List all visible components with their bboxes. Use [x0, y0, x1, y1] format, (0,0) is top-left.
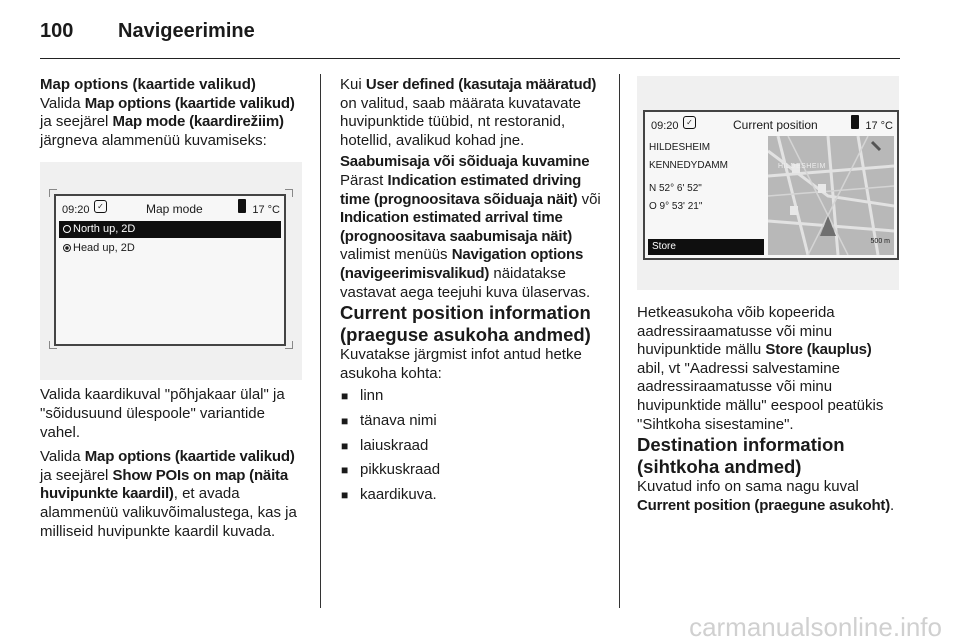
- menu-term: Map options (kaartide valikud): [84, 94, 295, 112]
- city-name: HILDESHEIM: [649, 142, 711, 153]
- watermark: carmanualsonline.info: [689, 612, 942, 642]
- map-mode-screen-figure: [40, 162, 302, 380]
- text: Kuvatud info on sama nagu kuval: [637, 478, 859, 496]
- clock-icon: ✓: [683, 116, 696, 129]
- paragraph: Valida kaardikuval "põhjakaar ülal" ja "sõidusuund ülespoole" variantide vahel.: [40, 386, 285, 441]
- option-north-up[interactable]: [59, 221, 281, 238]
- section-heading-current-position: Current position information (praeguse asukoha andmed): [340, 302, 591, 346]
- option-head-up[interactable]: [59, 240, 281, 257]
- menu-term: Navigation options (navigeerimisvalikud): [340, 246, 584, 282]
- display-screen: [54, 194, 286, 346]
- menu-term: Show POIs on map (näita huvipunkte kaardil): [40, 466, 288, 503]
- phone-icon: [238, 199, 246, 213]
- paragraph: [340, 153, 606, 302]
- text: näidatakse vastavat aega teejuhi kuva ülaservas.: [340, 264, 591, 301]
- header-rule: [40, 58, 900, 59]
- section-heading-destination: Destination information (sihtkoha andmed): [637, 434, 845, 478]
- list-item: ■ kaardikuva.: [340, 486, 606, 505]
- text: Pärast: [340, 171, 388, 189]
- store-button[interactable]: Store: [648, 239, 764, 255]
- column-1: [40, 76, 306, 541]
- screen-title: Map mode: [146, 202, 203, 217]
- text: valimist menüüs: [340, 246, 452, 264]
- text: Valida: [40, 94, 85, 112]
- radio-selected-icon: [63, 244, 71, 252]
- longitude: O 9° 53' 21": [649, 201, 703, 212]
- text: või: [577, 190, 601, 208]
- section-heading-map-options: Map options (kaartide valikud): [40, 76, 256, 93]
- text: Kui: [340, 76, 366, 93]
- clock-time: 09:20: [62, 204, 90, 217]
- text: Hetkeasukoha võib kopeerida aadressiraamatusse või minu huvipunktide mällu: [637, 304, 835, 359]
- paragraph: [40, 95, 306, 151]
- text: Valida: [40, 448, 85, 466]
- paragraph: [340, 76, 606, 150]
- map-scale: 500 m: [870, 238, 890, 246]
- text: ja seejärel: [40, 113, 113, 131]
- menu-term: Indication estimated driving time (prognoositava sõiduaja näit): [340, 171, 582, 208]
- radio-icon: [63, 225, 71, 233]
- page-title: Navigeerimine: [118, 20, 255, 42]
- text: .: [890, 496, 895, 514]
- menu-term: Indication estimated arrival time (prognoositava saabumisaja näit): [340, 209, 572, 245]
- column-divider-left: [320, 74, 321, 608]
- paragraph: [637, 304, 901, 434]
- text: , et avada alammenüü valikuvõimalustega, kas ja milliseid huvipunkte kaardil kuvada.: [40, 485, 297, 540]
- screen-title: Current position: [733, 118, 818, 132]
- phone-icon: [851, 115, 859, 129]
- text: ja seejärel: [40, 466, 113, 484]
- option-label: Head up, 2D: [73, 242, 135, 255]
- column-2: [340, 76, 606, 510]
- menu-term: User defined (kasutaja määratud): [365, 76, 597, 93]
- page-number: 100: [40, 20, 74, 42]
- subheading: Saabumisaja või sõiduaja kuvamine: [340, 153, 590, 171]
- street-name: KENNEDYDAMM: [649, 160, 728, 171]
- column-divider-right: [619, 74, 620, 608]
- list-item: ■ linn: [340, 387, 606, 406]
- display-screen: [643, 110, 899, 260]
- status-bar: [56, 196, 284, 218]
- clock-icon: ✓: [94, 200, 107, 213]
- menu-term: Map mode (kaardirežiim): [112, 113, 284, 131]
- current-position-screen-figure: [637, 76, 899, 290]
- paragraph: [40, 448, 306, 541]
- list-item: ■ pikkuskraad: [340, 461, 606, 480]
- menu-term: Current position (praegune asukoht): [637, 496, 891, 514]
- menu-term: Map options (kaartide valikud): [84, 448, 295, 466]
- temperature: 17 °C: [865, 120, 893, 132]
- column-3: [637, 76, 901, 515]
- text: abil, vt "Aadressi salvestamine aadressiraamatusse või minu huvipunktide mällu" eespool peatükis "Sihtkoha sisestamine".: [637, 359, 884, 433]
- option-label: North up, 2D: [73, 223, 136, 236]
- map-view[interactable]: [768, 136, 894, 255]
- clock-time: 09:20: [651, 120, 679, 132]
- list-item: ■ tänava nimi: [340, 412, 606, 431]
- text: järgneva alammenüü kuvamiseks:: [40, 131, 267, 149]
- menu-term: Store (kauplus): [765, 341, 872, 359]
- list-item: ■ laiuskraad: [340, 437, 606, 456]
- bullet-list: [340, 387, 606, 504]
- paragraph: [637, 478, 901, 515]
- text: on valitud, saab määrata kuvatavate huvipunktide tüübid, nt restoranid, hotellid, avalikud kohad jne.: [340, 94, 581, 149]
- temperature: 17 °C: [252, 204, 280, 217]
- paragraph: Kuvatakse järgmist infot antud hetke asukoha kohta:: [340, 346, 582, 382]
- map-city-label: HILDESHEIM: [778, 163, 826, 170]
- latitude: N 52° 6' 52": [649, 183, 702, 194]
- status-bar: [645, 112, 897, 134]
